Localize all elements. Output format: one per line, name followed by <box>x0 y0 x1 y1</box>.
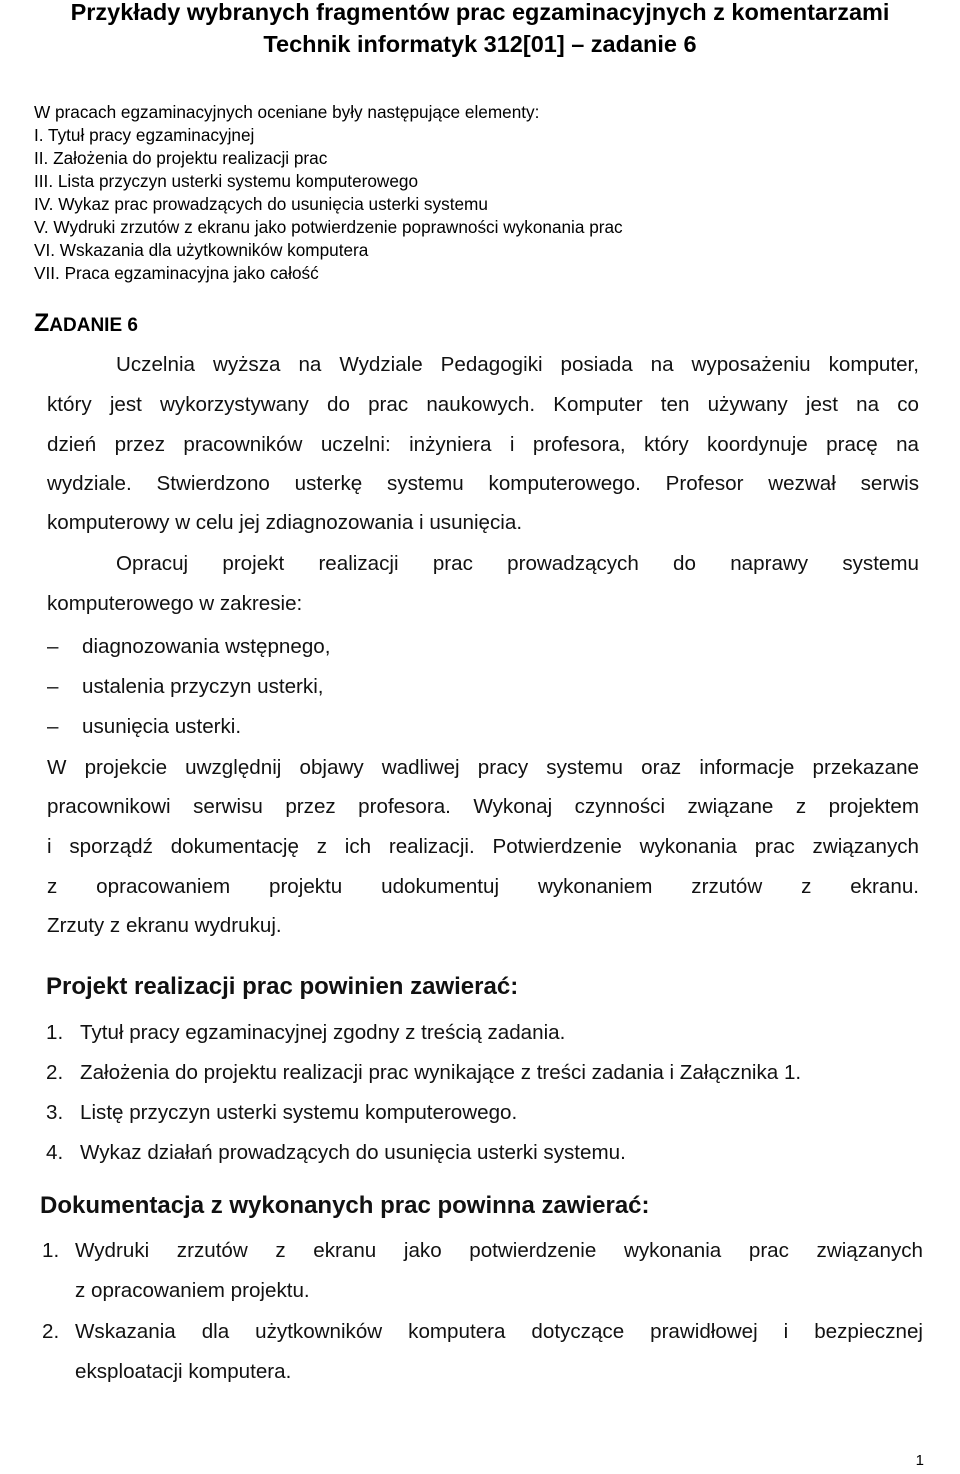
task-heading-initial: Z <box>34 309 50 337</box>
criteria-item: V. Wydruki zrzutów z ekranu jako potwierdzenie poprawności wykonania prac <box>34 217 623 237</box>
criteria-item: I. Tytuł pracy egzaminacyjnej <box>34 125 255 145</box>
bullet-dash: – <box>47 715 59 738</box>
project-item-number: 2. <box>46 1061 64 1084</box>
criteria-item: II. Założenia do projektu realizacji prac <box>34 148 328 168</box>
documentation-item-line: eksploatacji komputera. <box>75 1360 292 1383</box>
task-paragraph-line: komputerowego w zakresie: <box>47 592 303 615</box>
documentation-item-number: 1. <box>42 1239 60 1262</box>
project-item-text: Założenia do projektu realizacji prac wynikające z treści zadania i Załącznika 1. <box>80 1061 802 1084</box>
task-paragraph-line: Opracuj projekt realizacji prac prowadzących do naprawy systemu <box>116 552 919 575</box>
bullet-dash: – <box>47 675 59 698</box>
documentation-item-number: 2. <box>42 1320 60 1343</box>
task-paragraph-line: Uczelnia wyższa na Wydziale Pedagogiki posiada na wyposażeniu komputer, <box>116 353 919 376</box>
task-paragraph-line: pracownikowi serwisu przez profesora. Wykonaj czynności związane z projektem <box>47 795 919 818</box>
documentation-item-line: Wskazania dla użytkowników komputera dotyczące prawidłowej i bezpiecznej <box>75 1320 923 1343</box>
bullet-item: diagnozowania wstępnego, <box>82 635 331 658</box>
task-paragraph-line: Zrzuty z ekranu wydrukuj. <box>47 914 282 937</box>
documentation-item-line: Wydruki zrzutów z ekranu jako potwierdzenie wykonania prac związanych <box>75 1239 923 1262</box>
project-item-number: 4. <box>46 1141 64 1164</box>
project-item-number: 1. <box>46 1021 64 1044</box>
task-paragraph-line: który jest wykorzystywany do prac naukowych. Komputer ten używany jest na co <box>47 393 919 416</box>
project-heading: Projekt realizacji prac powinien zawierać: <box>46 973 519 1000</box>
task-paragraph-line: z opracowaniem projektu udokumentuj wykonaniem zrzutów z ekranu. <box>47 875 919 898</box>
criteria-item: III. Lista przyczyn usterki systemu komputerowego <box>34 171 418 191</box>
bullet-dash: – <box>47 635 59 658</box>
documentation-heading: Dokumentacja z wykonanych prac powinna zawierać: <box>40 1192 650 1219</box>
documentation-item-line: z opracowaniem projektu. <box>75 1279 310 1302</box>
task-paragraph-line: dzień przez pracowników uczelni: inżyniera i profesora, który koordynuje pracę na <box>47 433 919 456</box>
bullet-item: ustalenia przyczyn usterki, <box>82 675 324 698</box>
project-item-text: Listę przyczyn usterki systemu komputerowego. <box>80 1101 518 1124</box>
task-paragraph-line: W projekcie uwzględnij objawy wadliwej pracy systemu oraz informacje przekazane <box>47 756 919 779</box>
page-number: 1 <box>915 1452 924 1469</box>
task-paragraph-line: i sporządź dokumentację z ich realizacji. Potwierdzenie wykonania prac związanych <box>47 835 919 858</box>
page-title-line-1: Przykłady wybranych fragmentów prac egzaminacyjnych z komentarzami <box>70 0 890 25</box>
project-item-text: Wykaz działań prowadzących do usunięcia usterki systemu. <box>80 1141 626 1164</box>
task-heading <box>34 309 138 338</box>
task-paragraph-line: wydziale. Stwierdzono usterkę systemu komputerowego. Profesor wezwał serwis <box>47 472 919 495</box>
project-item-number: 3. <box>46 1101 64 1124</box>
criteria-intro: W pracach egzaminacyjnych oceniane były następujące elementy: <box>34 102 540 122</box>
bullet-item: usunięcia usterki. <box>82 715 242 738</box>
criteria-item: VI. Wskazania dla użytkowników komputera <box>34 240 369 260</box>
task-paragraph-line: komputerowy w celu jej zdiagnozowania i usunięcia. <box>47 511 523 534</box>
task-heading-rest: ADANIE 6 <box>49 315 138 336</box>
page-title-line-2: Technik informatyk 312[01] – zadanie 6 <box>263 31 697 57</box>
criteria-item: IV. Wykaz prac prowadzących do usunięcia usterki systemu <box>34 194 488 214</box>
project-item-text: Tytuł pracy egzaminacyjnej zgodny z treścią zadania. <box>80 1021 566 1044</box>
criteria-item: VII. Praca egzaminacyjna jako całość <box>34 263 319 283</box>
